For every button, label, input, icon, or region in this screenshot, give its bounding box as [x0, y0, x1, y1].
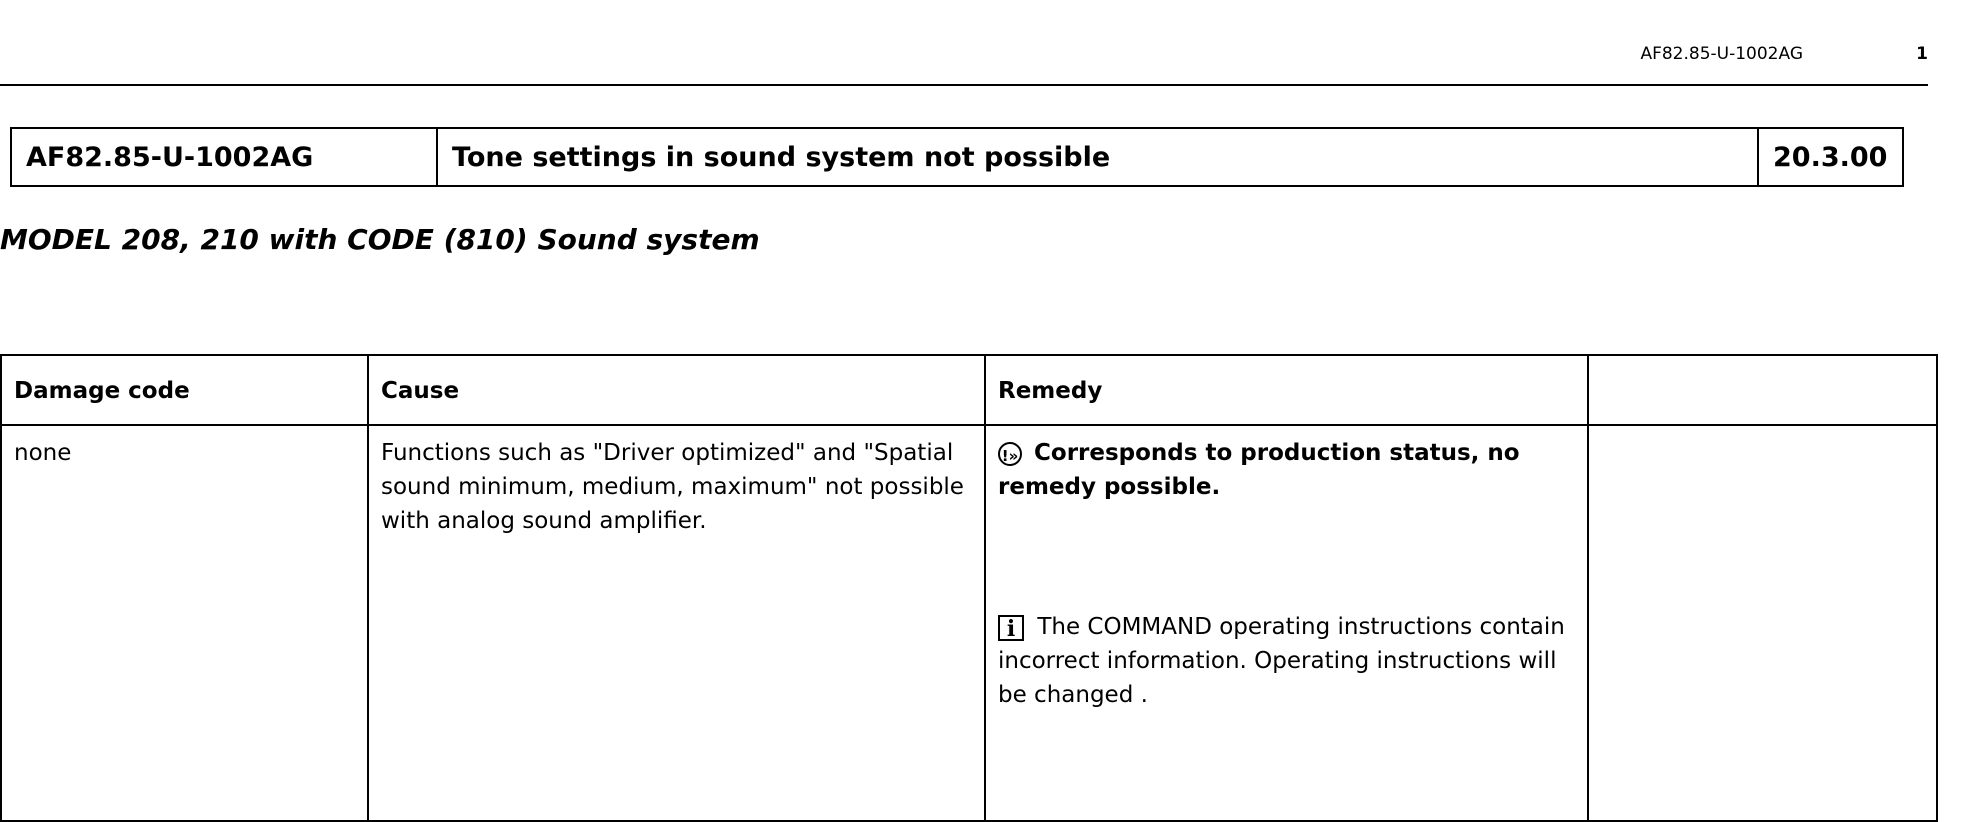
header-damage-code: Damage code	[1, 355, 368, 425]
page-title: Tone settings in sound system not possible	[437, 128, 1758, 186]
remedy-main	[998, 436, 1575, 504]
title-date: 20.3.00	[1758, 128, 1903, 186]
cell-cause: Functions such as "Driver optimized" and "Spatial sound minimum, medium, maximum" not possible with analog sound amplifier.	[368, 425, 985, 821]
cell-remedy	[985, 425, 1588, 821]
header-remedy: Remedy	[985, 355, 1588, 425]
model-line: MODEL 208, 210 with CODE (810) Sound system	[0, 223, 760, 256]
header-extra	[1588, 355, 1937, 425]
damage-table	[0, 354, 1938, 822]
cell-damage-code: none	[1, 425, 368, 821]
header-cause: Cause	[368, 355, 985, 425]
remedy-info-text: The COMMAND operating instructions contain incorrect information. Operating instructions will be changed .	[998, 614, 1565, 708]
page-header	[0, 0, 1928, 86]
title-doc-id: AF82.85-U-1002AG	[11, 128, 437, 186]
cell-extra	[1588, 425, 1937, 821]
header-doc-id: AF82.85-U-1002AG	[1640, 44, 1803, 64]
info-icon: i	[998, 615, 1024, 641]
remedy-main-text: Corresponds to production status, no remedy possible.	[998, 440, 1520, 500]
production-status-icon: !»	[998, 442, 1022, 466]
page-number: 1	[1916, 44, 1928, 64]
table-row	[1, 425, 1937, 821]
table-header-row	[1, 355, 1937, 425]
remedy-info	[998, 610, 1575, 712]
title-bar	[10, 127, 1904, 187]
